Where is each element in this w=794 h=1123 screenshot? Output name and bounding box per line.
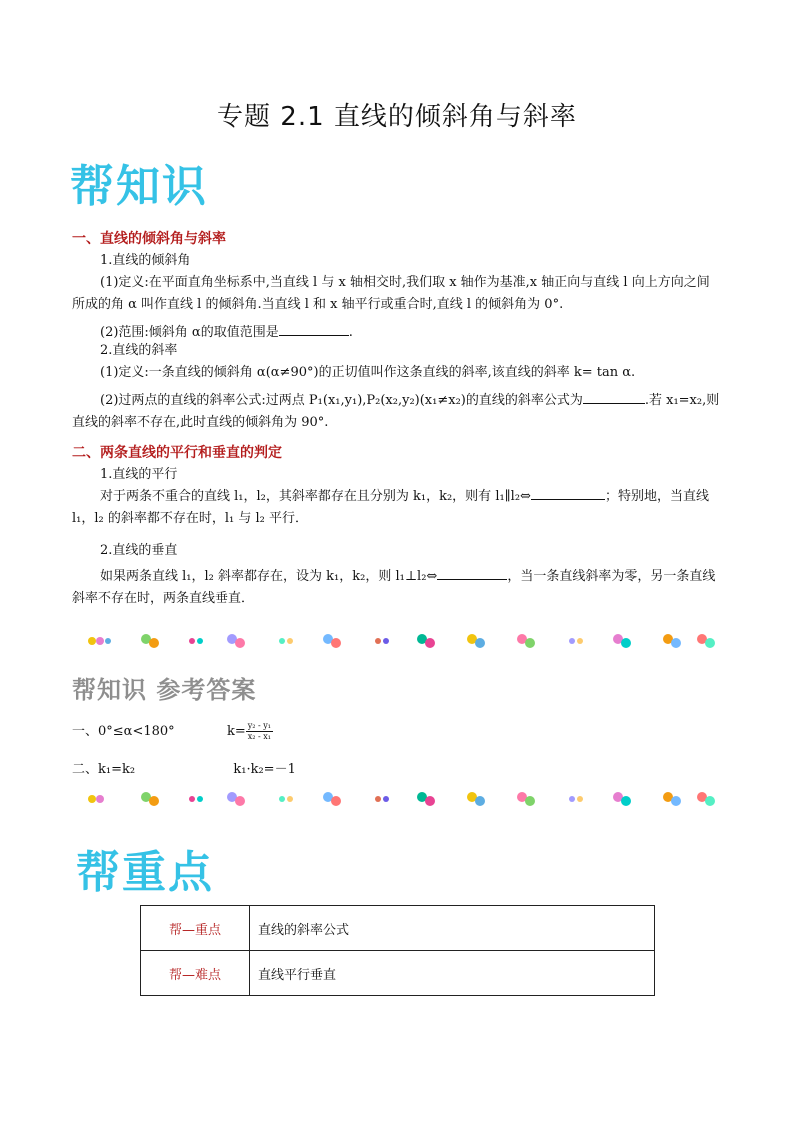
paragraph-perpendicular <box>72 566 722 610</box>
answer-2 <box>72 758 296 777</box>
keypoint-value: 直线平行垂直 <box>250 951 655 996</box>
paragraph-slope-formula <box>72 390 722 434</box>
fraction-denominator: x₂ - x₁ <box>247 732 271 741</box>
perp-blank <box>437 567 507 580</box>
keypoint-label: 帮—重点 <box>141 906 250 951</box>
fraction-numerator: y₂ - y₁ <box>247 721 271 730</box>
paragraph-parallel <box>72 486 722 530</box>
subheading-parallel: 1.直线的平行 <box>100 467 178 482</box>
answer-2-label: 二、 <box>72 762 99 777</box>
table-row <box>141 906 655 951</box>
decorative-divider-1 <box>72 628 722 654</box>
slope-formula-text-end: .若 x₁=x₂,则直线的斜率不存在,此时直线的倾斜角为 90°. <box>72 393 720 430</box>
butterfly-icon <box>88 792 715 806</box>
section-1-heading: 一、直线的倾斜角与斜率 <box>72 231 226 247</box>
subheading-perpendicular: 2.直线的垂直 <box>100 543 178 558</box>
answer-2-perpendicular: k₁·k₂=－1 <box>233 762 296 777</box>
subheading-inclination: 1.直线的倾斜角 <box>100 253 191 268</box>
page-title: 专题 2.1 直线的倾斜角与斜率 <box>217 102 577 132</box>
perp-text-end: ，当一条直线斜率为零，另一条直线斜率不存在时，两条直线垂直． <box>72 569 716 606</box>
slope-formula-text: (2)过两点的直线的斜率公式:过两点 P₁(x₁,y₁),P₂(x₂,y₂)(x₁≠x₂)的直线的斜率公式为 <box>100 393 583 408</box>
perp-text: 如果两条直线 l₁，l₂ 斜率都存在，设为 k₁，k₂，则 l₁⊥l₂⇔ <box>100 569 438 584</box>
parallel-text: 对于两条不重合的直线 l₁，l₂，其斜率都存在且分别为 k₁，k₂，则有 l₁∥l₂⇔ <box>100 489 531 504</box>
slope-formula-blank <box>583 391 645 404</box>
parallel-text-end: ；特别地，当直线 l₁，l₂ 的斜率都不存在时，l₁ 与 l₂ 平行． <box>72 489 709 526</box>
answer-1-range: 0°≤α<180° <box>98 724 175 739</box>
table-row <box>141 951 655 996</box>
answer-1 <box>72 720 273 742</box>
paragraph-definition: (1)定义:在平面直角坐标系中,当直线 l 与 x 轴相交时,我们取 x 轴作为基准,x 轴正向与直线 l 向上方向之间所成的角 α 叫作直线 l 的倾斜角.当直线 l 和 x 轴平行或重合时,直线 l 的倾斜角为 0°. <box>72 275 710 312</box>
keypoint-label: 帮—难点 <box>141 951 250 996</box>
paragraph-slope-definition: (1)定义:一条直线的倾斜角 α(α≠90°)的正切值叫作这条直线的斜率,该直线的斜率 k= tan α. <box>100 365 636 380</box>
range-blank <box>279 323 349 336</box>
keypoints-table <box>140 905 655 996</box>
range-text-end: . <box>348 325 353 340</box>
banner-knowledge: 帮知识 <box>70 161 208 212</box>
decorative-divider-2 <box>72 786 722 812</box>
keypoint-value: 直线的斜率公式 <box>250 906 655 951</box>
banner-answers: 帮知识 参考答案 <box>72 676 257 704</box>
butterfly-icon <box>88 634 715 648</box>
answer-1-label: 一、 <box>72 724 99 739</box>
section-2-heading: 二、两条直线的平行和垂直的判定 <box>72 445 282 461</box>
subheading-slope: 2.直线的斜率 <box>100 343 178 358</box>
answer-1-k: k= <box>226 724 246 739</box>
answer-2-parallel: k₁=k₂ <box>98 762 136 777</box>
range-text: (2)范围:倾斜角 α的取值范围是 <box>100 325 279 340</box>
banner-keypoints: 帮重点 <box>76 847 214 898</box>
slope-fraction <box>246 721 273 742</box>
parallel-blank <box>531 487 605 500</box>
